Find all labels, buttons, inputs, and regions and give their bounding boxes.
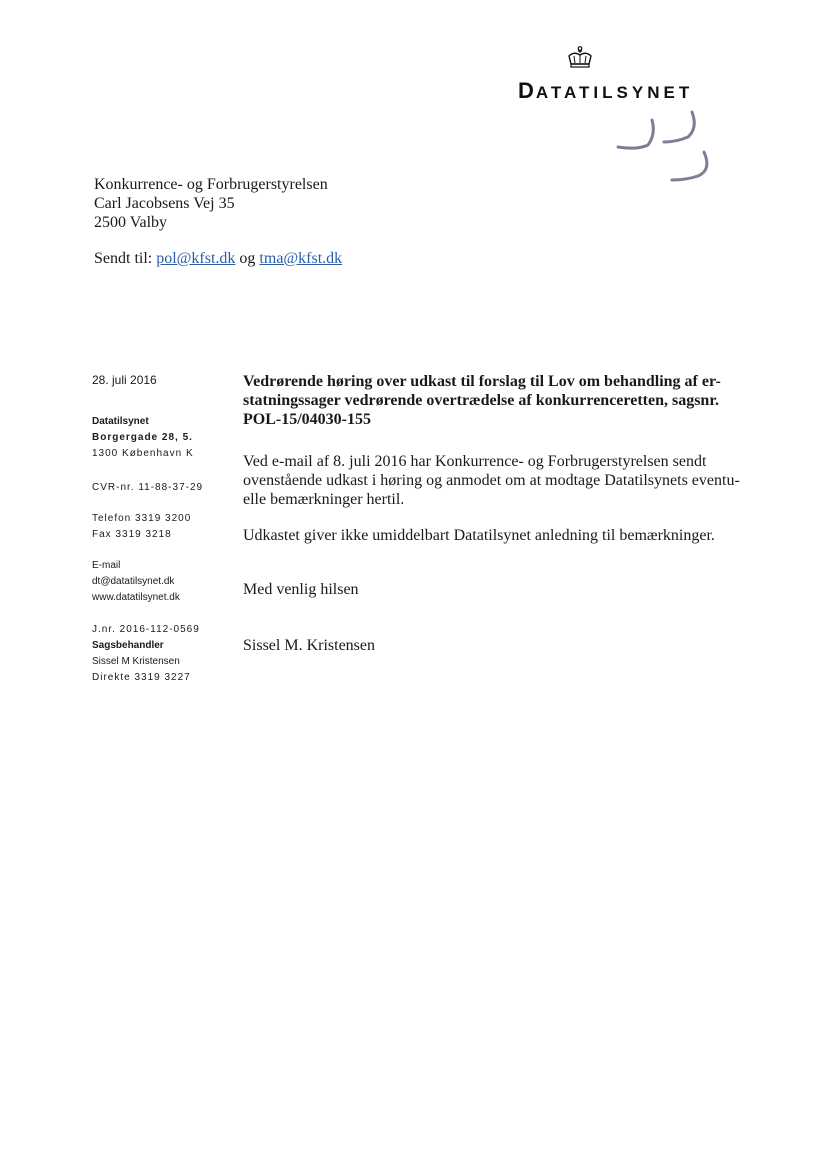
sender-website[interactable]: www.datatilsynet.dk: [92, 592, 180, 603]
recipient-street: Carl Jacobsens Vej 35: [94, 195, 235, 212]
sender-phone: Telefon 3319 3200: [92, 513, 192, 524]
letter-date: 28. juli 2016: [92, 373, 157, 387]
handler-label: Sagsbehandler: [92, 640, 164, 651]
sender-online: [92, 558, 180, 606]
recipient-name: Konkurrence- og Forbrugerstyrelsen: [94, 176, 328, 193]
email-label: E-mail: [92, 560, 121, 571]
handler-direct: Direkte 3319 3227: [92, 672, 191, 683]
logo-wordmark: DATATILSYNET: [518, 78, 694, 103]
email-link-tma[interactable]: tma@kfst.dk: [259, 250, 343, 267]
subject-line: Vedrørende høring over udkast til forslag til Lov om behandling af er-: [243, 373, 721, 390]
sender-address: [92, 414, 194, 462]
sender-org: Datatilsynet: [92, 416, 149, 427]
letter-subject: [243, 372, 743, 429]
subject-line: POL-15/04030-155: [243, 411, 371, 428]
crown-icon: [566, 46, 594, 70]
sender-cvr: CVR-nr. 11-88-37-29: [92, 482, 204, 493]
sendt-til-line: [94, 250, 342, 268]
sendt-connector: og: [239, 250, 256, 267]
sendt-label: Sendt til:: [94, 250, 153, 267]
recipient-city: 2500 Valby: [94, 214, 168, 231]
paragraph-line: ovenstående udkast i høring og anmodet om at modtage Datatilsynets eventu-: [243, 472, 740, 489]
sender-street: Borgergade 28, 5.: [92, 432, 193, 443]
email-link-pol[interactable]: pol@kfst.dk: [156, 250, 236, 267]
paragraph-line: Ved e-mail af 8. juli 2016 har Konkurrence- og Forbrugerstyrelsen sendt: [243, 453, 707, 470]
letter-signer: Sissel M. Kristensen: [243, 637, 375, 654]
case-number: J.nr. 2016-112-0569: [92, 624, 200, 635]
letter-greeting: Med venlig hilsen: [243, 581, 359, 598]
handwritten-initials: [612, 110, 722, 190]
recipient-address: [94, 175, 328, 232]
sender-city: 1300 København K: [92, 448, 194, 459]
letter-paragraph-2: Udkastet giver ikke umiddelbart Datatilsynet anledning til bemærkninger.: [243, 527, 715, 544]
sender-fax: Fax 3319 3218: [92, 529, 172, 540]
handler-name: Sissel M Kristensen: [92, 656, 180, 667]
paragraph-line: elle bemærkninger hertil.: [243, 491, 405, 508]
letter-paragraph-1: [243, 452, 743, 509]
sender-contact: [92, 511, 191, 543]
case-info: [92, 622, 200, 686]
subject-line: statningssager vedrørende overtrædelse af konkurrenceretten, sagsnr.: [243, 392, 719, 409]
sender-email[interactable]: dt@datatilsynet.dk: [92, 576, 175, 587]
